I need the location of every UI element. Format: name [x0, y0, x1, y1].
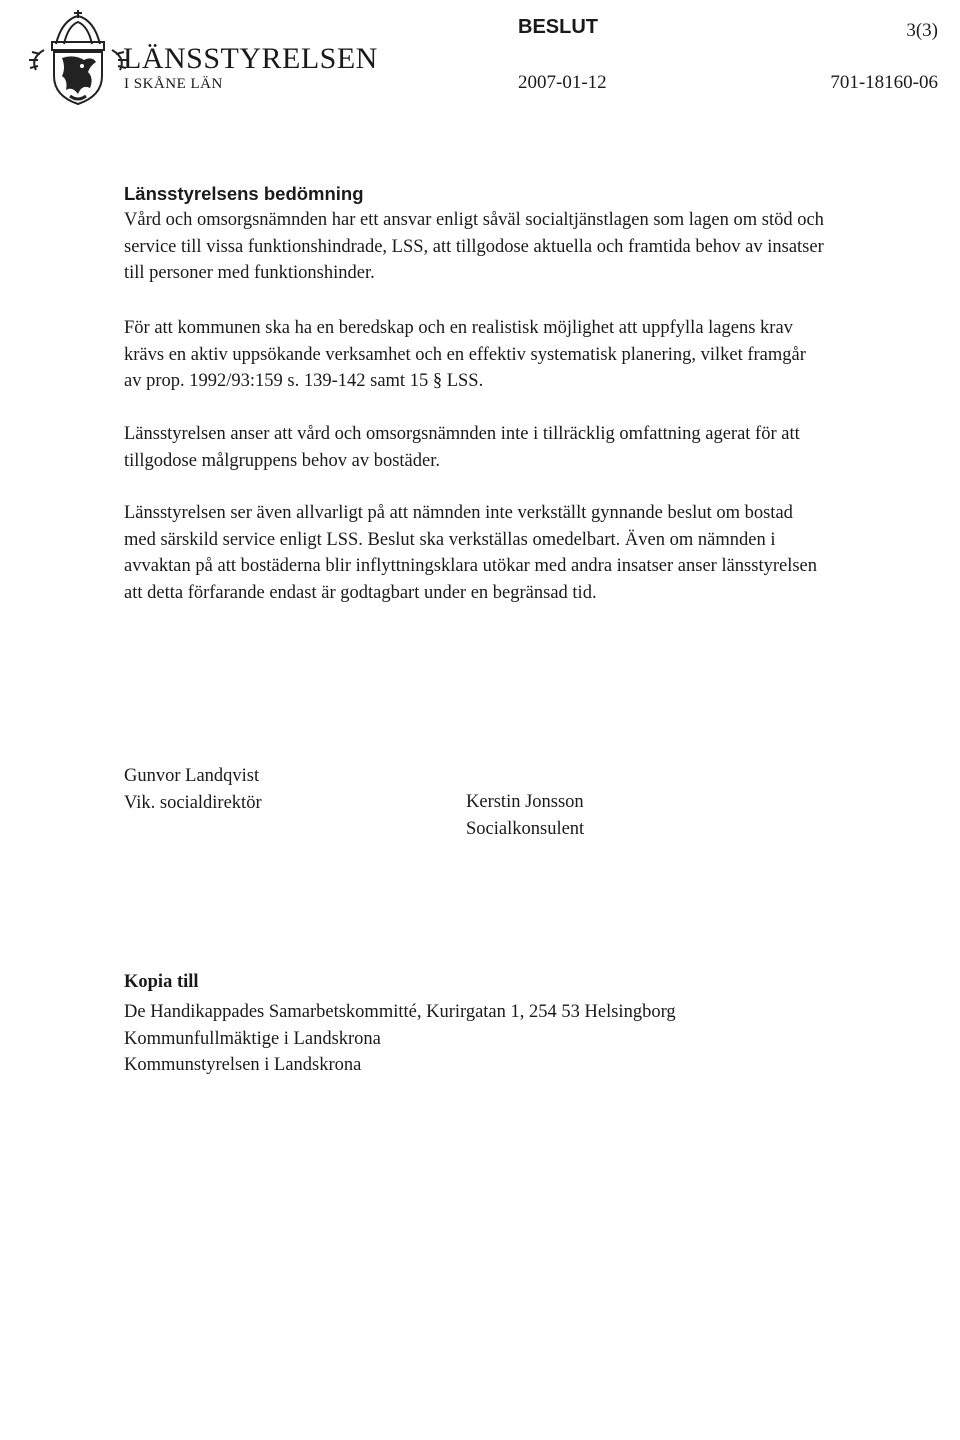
signatory-title: Socialkonsulent	[466, 818, 585, 839]
signatory-title: Vik. socialdirektör	[124, 792, 262, 813]
document-reference: 701-18160-06	[830, 72, 938, 93]
section-heading: Länsstyrelsens bedömning	[124, 183, 364, 204]
signatory-name: Gunvor Landqvist	[124, 766, 260, 786]
paragraph: Vård och omsorgsnämnden har ett ansvar enligt såväl socialtjänstlagen som lagen om stöd och service till vissa funktionshindrade, LSS, att tillgodose aktuella och framtida behov av insatser till personer med funktionshinder.	[124, 210, 824, 283]
organization-county: I SKÅNE LÄN	[124, 76, 223, 92]
paragraph: Länsstyrelsen ser även allvarligt på att nämnden inte verkställt gynnande beslut om bostad med särskild service enligt LSS. Beslut ska verkställas omedelbart. Även om nämnden i avvaktan på att bostäderna blir inflyttningsklara utökar med andra insatser anser länsstyrelsen att detta förfarande endast är godtagbart under en begränsad tid.	[124, 503, 818, 603]
list-item: Kommunstyrelsen i Landskrona	[124, 1055, 362, 1075]
document-date: 2007-01-12	[518, 72, 607, 93]
paragraph: Länsstyrelsen anser att vård och omsorgsnämnden inte i tillräcklig omfattning agerat för att tillgodose målgruppens behov av bostäder.	[124, 424, 800, 471]
signature-block	[466, 789, 584, 842]
page-number: 3(3)	[906, 20, 938, 41]
copies-list	[124, 999, 676, 1079]
list-item: De Handikappades Samarbetskommitté, Kurirgatan 1, 254 53 Helsingborg	[124, 1002, 676, 1022]
signatory-name: Kerstin Jonsson	[466, 792, 584, 812]
signature-block	[124, 763, 262, 816]
copies-heading: Kopia till	[124, 972, 199, 992]
list-item: Kommunfullmäktige i Landskrona	[124, 1028, 381, 1049]
skane-coat-of-arms-icon	[22, 6, 134, 108]
document-type: BESLUT	[518, 16, 598, 38]
paragraph: För att kommunen ska ha en beredskap och en realistisk möjlighet att uppfylla lagens krav krävs en aktiv uppsökande verksamhet och en effektiv systematisk planering, vilket framgår av prop. 1992/93:159 s. 139-142 samt 15 § LSS.	[124, 318, 806, 391]
organization-name: LÄNSSTYRELSEN	[123, 42, 378, 75]
